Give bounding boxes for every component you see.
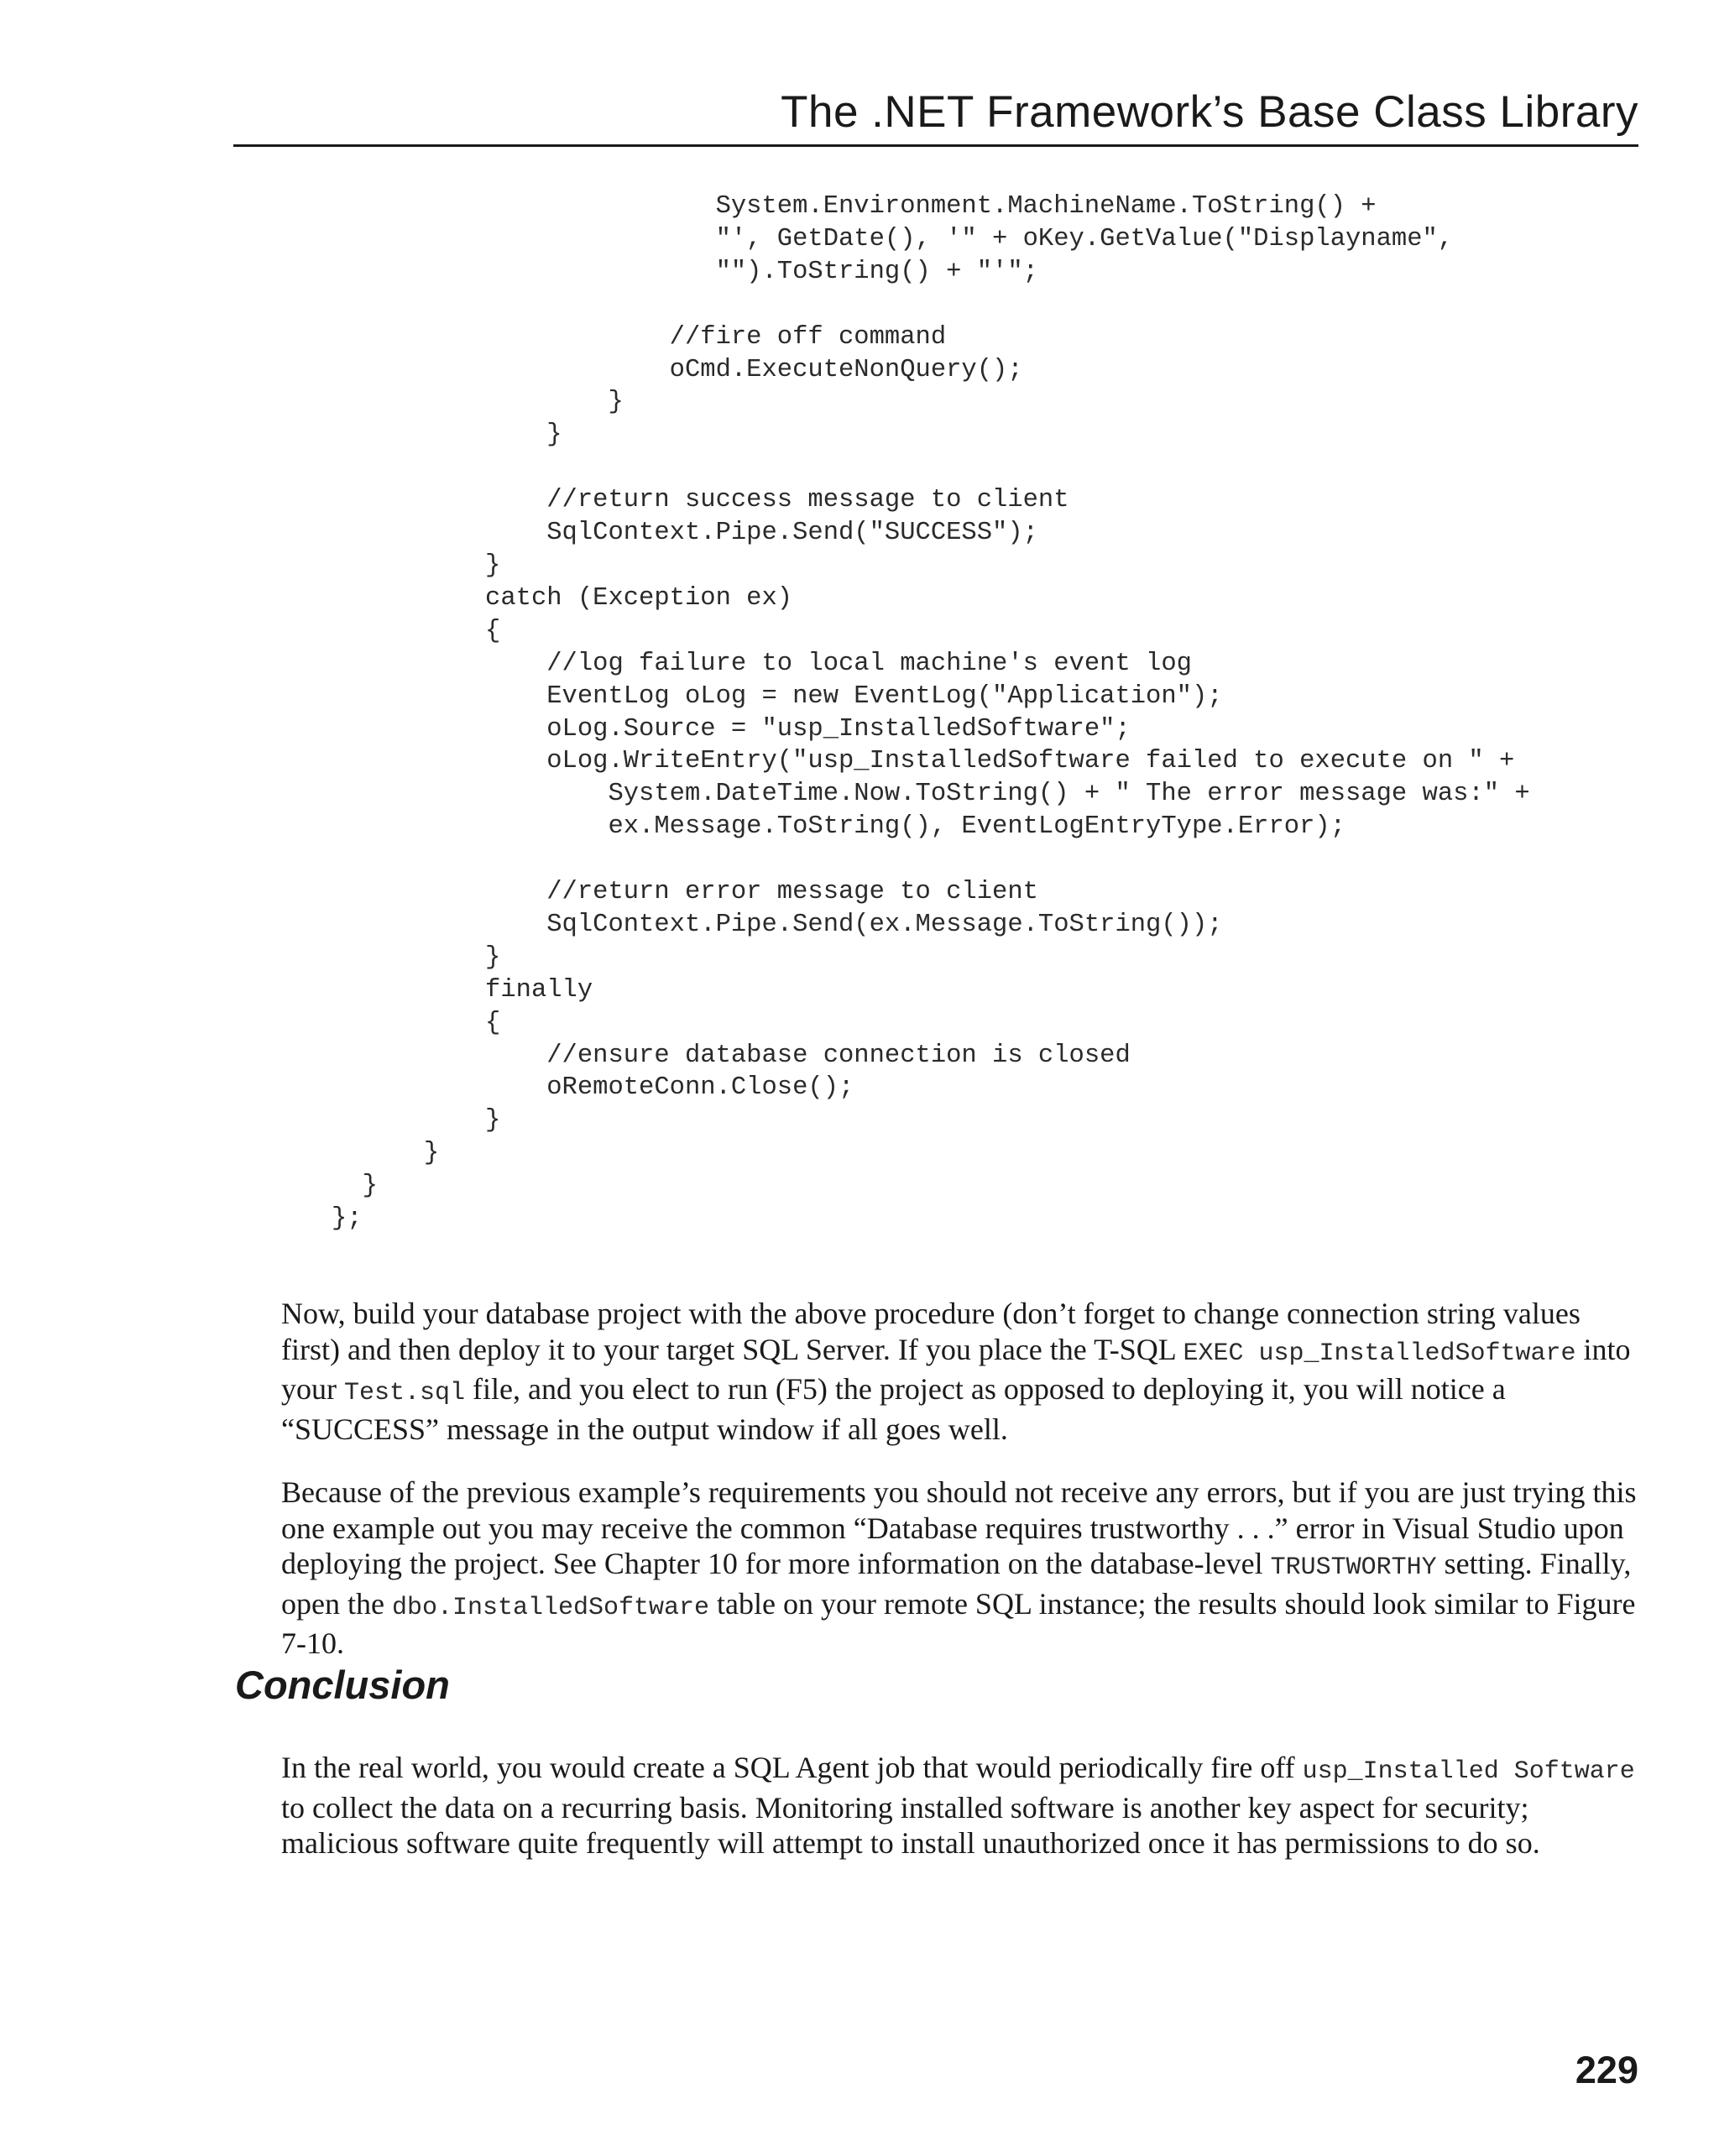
text-run: Because of the previous example’s requirements you should not receive any errors, but if you are just trying this one example out you may receive the common “Database requires trustworthy . . .” error in Visual Studio upon deploying the project. See Chapter 10 for more information on the database-level xyxy=(281,1475,1637,1580)
code-line: oCmd.ExecuteNonQuery(); xyxy=(332,355,1023,384)
text-run: Now, build your database project with the above procedure (don’t forget to change connection string values first) and then deploy it to your target SQL Server. If you place the T-SQL xyxy=(281,1297,1581,1366)
code-line: //return error message to client xyxy=(332,878,1038,907)
text-run: setting. Finally, open the xyxy=(281,1547,1632,1621)
code-line: //log failure to local machine's event log xyxy=(332,649,1192,678)
text-run: to collect the data on a recurring basis. Monitoring installed software is another key aspect for security; malicious software quite frequently will attempt to install unauthorized once it has permissions to do so. xyxy=(281,1790,1540,1860)
body-paragraph xyxy=(281,1750,1641,1861)
page-number: 229 xyxy=(1575,2049,1638,2091)
code-line: } xyxy=(332,1172,378,1201)
code-line: oLog.WriteEntry("usp_InstalledSoftware failed to execute on " + xyxy=(332,747,1515,776)
code-line: System.DateTime.Now.ToString() + " The error message was:" + xyxy=(332,780,1530,809)
code-line: } xyxy=(332,388,624,417)
code-line: //return success message to client xyxy=(332,486,1069,515)
text-run: into your xyxy=(281,1332,1631,1406)
code-line: oRemoteConn.Close(); xyxy=(332,1073,854,1103)
inline-code-exec: EXEC usp_InstalledSoftware xyxy=(1183,1339,1576,1368)
code-line: { xyxy=(332,1008,501,1037)
code-line: }; xyxy=(332,1204,363,1234)
code-line: } xyxy=(332,942,501,972)
inline-code-filename: Test.sql xyxy=(344,1379,466,1407)
code-line: } xyxy=(332,551,501,580)
text-run: file, and you elect to run (F5) the project as opposed to deploying it, you will notice a “SUCCESS” message in the output window if all goes well. xyxy=(281,1372,1506,1446)
text-run: In the real world, you would create a SQL Agent job that would periodically fire off xyxy=(281,1751,1303,1784)
code-line: "', GetDate(), '" + oKey.GetValue("Displayname", xyxy=(332,224,1454,253)
inline-code-setting: TRUSTWORTHY xyxy=(1270,1553,1437,1582)
code-listing xyxy=(332,191,1530,1235)
section-heading: Conclusion xyxy=(235,1663,450,1707)
inline-code-procedure: usp_Installed Software xyxy=(1302,1757,1635,1786)
code-line: ex.Message.ToString(), EventLogEntryType.Error); xyxy=(332,812,1345,842)
code-line: "").ToString() + "'"; xyxy=(332,257,1038,286)
code-line: } xyxy=(332,420,562,450)
code-line: //fire off command xyxy=(332,322,947,352)
code-line: SqlContext.Pipe.Send(ex.Message.ToString()); xyxy=(332,910,1223,939)
code-line: SqlContext.Pipe.Send("SUCCESS"); xyxy=(332,519,1038,548)
code-line: EventLog oLog = new EventLog("Application"); xyxy=(332,681,1223,711)
code-line: { xyxy=(332,616,501,645)
running-head-title: The .NET Framework’s Base Class Library xyxy=(781,87,1638,137)
code-line: finally xyxy=(332,975,593,1005)
code-line: oLog.Source = "usp_InstalledSoftware"; xyxy=(332,714,1131,744)
inline-code-table: dbo.InstalledSoftware xyxy=(391,1593,710,1622)
code-line: System.Environment.MachineName.ToString() + xyxy=(332,192,1377,221)
body-paragraph xyxy=(281,1296,1641,1447)
text-run: table on your remote SQL instance; the results should look similar to Figure 7-10. xyxy=(281,1586,1636,1660)
code-line: //ensure database connection is closed xyxy=(332,1041,1131,1070)
body-paragraph xyxy=(281,1475,1641,1662)
code-line: catch (Exception ex) xyxy=(332,583,793,613)
running-head xyxy=(233,87,1638,147)
code-line: } xyxy=(332,1139,440,1168)
code-line: } xyxy=(332,1106,501,1135)
